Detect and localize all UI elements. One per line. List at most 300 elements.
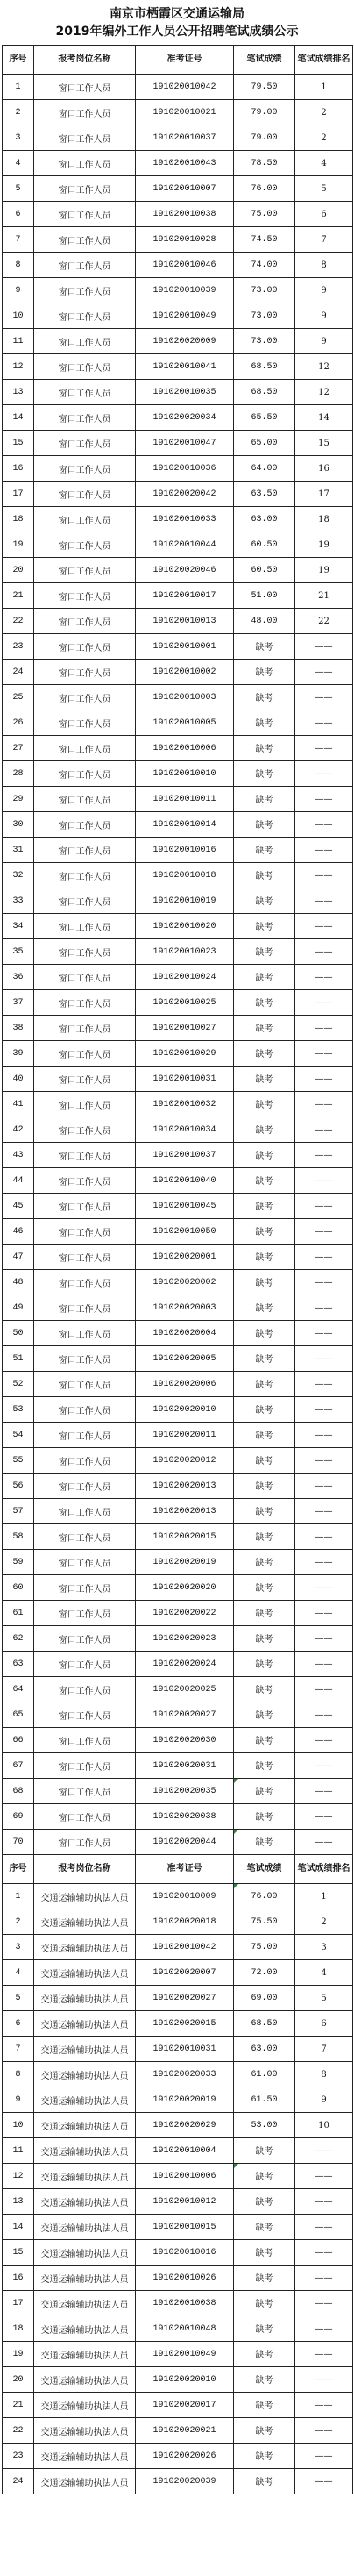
- ticket-number-cell: 191020020013: [136, 1499, 234, 1524]
- table-row: [3, 100, 353, 125]
- ticket-number-cell: 191020010028: [136, 227, 234, 253]
- position-cell: 窗口工作人员: [34, 609, 136, 634]
- position-cell: 窗口工作人员: [34, 227, 136, 253]
- table-row: [3, 1499, 353, 1524]
- score-cell: 63.50: [234, 482, 295, 507]
- position-cell: 窗口工作人员: [34, 1575, 136, 1601]
- rank-cell: ——: [295, 1372, 353, 1397]
- ticket-number-cell: 191020010018: [136, 863, 234, 888]
- serial-cell: 4: [3, 151, 34, 176]
- ticket-number-cell: 191020010021: [136, 100, 234, 125]
- score-cell: 缺考: [234, 1575, 295, 1601]
- position-cell: 交通运输辅助执法人员: [34, 2266, 136, 2291]
- serial-cell: 2: [3, 1909, 34, 1935]
- position-cell: 窗口工作人员: [34, 329, 136, 354]
- ticket-number-cell: 191020010016: [136, 838, 234, 863]
- header-rank: 笔试成绩排名: [295, 46, 353, 75]
- score-cell: 缺考: [234, 1117, 295, 1143]
- table-header-row: [3, 46, 353, 75]
- position-cell: 窗口工作人员: [34, 1321, 136, 1346]
- score-cell: 61.50: [234, 2087, 295, 2113]
- position-cell: 交通运输辅助执法人员: [34, 2215, 136, 2240]
- serial-cell: 38: [3, 1016, 34, 1041]
- ticket-number-cell: 191020010049: [136, 2342, 234, 2367]
- ticket-number-cell: 191020010032: [136, 1092, 234, 1117]
- position-cell: 窗口工作人员: [34, 660, 136, 685]
- score-cell: 73.00: [234, 303, 295, 329]
- position-cell: 窗口工作人员: [34, 75, 136, 100]
- serial-cell: 61: [3, 1601, 34, 1626]
- rank-cell: ——: [295, 2164, 353, 2189]
- rank-cell: ——: [295, 838, 353, 863]
- position-cell: 窗口工作人员: [34, 1423, 136, 1448]
- position-cell: 窗口工作人员: [34, 710, 136, 736]
- serial-cell: 59: [3, 1550, 34, 1575]
- score-cell: 缺考: [234, 1830, 295, 1855]
- table-row: [3, 1092, 353, 1117]
- ticket-number-cell: 191020020042: [136, 482, 234, 507]
- rank-cell: ——: [295, 939, 353, 965]
- rank-cell: 9: [295, 303, 353, 329]
- serial-cell: 31: [3, 838, 34, 863]
- table-row: [3, 1117, 353, 1143]
- position-cell: 窗口工作人员: [34, 1219, 136, 1245]
- position-cell: 交通运输辅助执法人员: [34, 2164, 136, 2189]
- serial-cell: 22: [3, 2418, 34, 2444]
- ticket-number-cell: 191020020010: [136, 2367, 234, 2393]
- score-cell: 48.00: [234, 609, 295, 634]
- table-row: [3, 2444, 353, 2469]
- position-cell: 交通运输辅助执法人员: [34, 2291, 136, 2316]
- position-cell: 窗口工作人员: [34, 1245, 136, 1270]
- serial-cell: 23: [3, 634, 34, 660]
- table-row: [3, 1779, 353, 1804]
- ticket-number-cell: 191020020027: [136, 1986, 234, 2011]
- serial-cell: 6: [3, 202, 34, 227]
- rank-cell: ——: [295, 2367, 353, 2393]
- score-cell: 缺考: [234, 1550, 295, 1575]
- position-cell: 交通运输辅助执法人员: [34, 1986, 136, 2011]
- serial-cell: 12: [3, 2164, 34, 2189]
- serial-cell: 63: [3, 1652, 34, 1677]
- serial-cell: 1: [3, 1884, 34, 1909]
- score-cell: 79.00: [234, 100, 295, 125]
- score-cell: 53.00: [234, 2113, 295, 2138]
- score-cell: 65.50: [234, 405, 295, 431]
- ticket-number-cell: 191020020012: [136, 1448, 234, 1474]
- position-cell: 窗口工作人员: [34, 583, 136, 609]
- score-cell: 缺考: [234, 1245, 295, 1270]
- score-cell: 缺考: [234, 2240, 295, 2266]
- position-cell: 窗口工作人员: [34, 176, 136, 202]
- serial-cell: 28: [3, 761, 34, 787]
- score-cell: 68.50: [234, 2011, 295, 2037]
- ticket-number-cell: 191020020024: [136, 1652, 234, 1677]
- position-cell: 交通运输辅助执法人员: [34, 1960, 136, 1986]
- score-cell: 缺考: [234, 1321, 295, 1346]
- rank-cell: ——: [295, 1575, 353, 1601]
- score-cell: 75.00: [234, 202, 295, 227]
- serial-cell: 24: [3, 2469, 34, 2494]
- score-cell: 缺考: [234, 1652, 295, 1677]
- ticket-number-cell: 191020010029: [136, 1041, 234, 1067]
- ticket-number-cell: 191020010048: [136, 2316, 234, 2342]
- header-rank: 笔试成绩排名: [295, 1855, 353, 1884]
- serial-cell: 27: [3, 736, 34, 761]
- document-title: 南京市栖霞区交通运输局: [110, 7, 244, 21]
- table-row: [3, 2215, 353, 2240]
- score-cell: 63.00: [234, 2037, 295, 2062]
- serial-cell: 2: [3, 100, 34, 125]
- ticket-number-cell: 191020010040: [136, 1168, 234, 1194]
- score-cell: 缺考: [234, 939, 295, 965]
- serial-cell: 13: [3, 2189, 34, 2215]
- serial-cell: 29: [3, 787, 34, 812]
- serial-cell: 56: [3, 1474, 34, 1499]
- rank-cell: 6: [295, 2011, 353, 2037]
- position-cell: 窗口工作人员: [34, 1804, 136, 1830]
- ticket-number-cell: 191020020015: [136, 1524, 234, 1550]
- serial-cell: 55: [3, 1448, 34, 1474]
- table-row: [3, 227, 353, 253]
- table-header-row: [3, 1855, 353, 1884]
- table-row: [3, 1601, 353, 1626]
- position-cell: 窗口工作人员: [34, 863, 136, 888]
- header-position: 报考岗位名称: [34, 1855, 136, 1884]
- serial-cell: 65: [3, 1702, 34, 1728]
- table-row: [3, 939, 353, 965]
- rank-cell: 8: [295, 253, 353, 278]
- serial-cell: 13: [3, 380, 34, 405]
- ticket-number-cell: 191020020018: [136, 1909, 234, 1935]
- table-row: [3, 1041, 353, 1067]
- score-cell: 缺考: [234, 863, 295, 888]
- serial-cell: 19: [3, 2342, 34, 2367]
- rank-cell: 2: [295, 100, 353, 125]
- rank-cell: 9: [295, 2087, 353, 2113]
- header-ticket-number: 准考证号: [136, 46, 234, 75]
- serial-cell: 70: [3, 1830, 34, 1855]
- ticket-number-cell: 191020020026: [136, 2444, 234, 2469]
- serial-cell: 1: [3, 75, 34, 100]
- position-cell: 窗口工作人员: [34, 1117, 136, 1143]
- ticket-number-cell: 191020020029: [136, 2113, 234, 2138]
- rank-cell: ——: [295, 1779, 353, 1804]
- table-row: [3, 125, 353, 151]
- position-cell: 交通运输辅助执法人员: [34, 1884, 136, 1909]
- score-cell: 78.50: [234, 151, 295, 176]
- position-cell: 交通运输辅助执法人员: [34, 2087, 136, 2113]
- rank-cell: ——: [295, 1550, 353, 1575]
- position-cell: 窗口工作人员: [34, 1474, 136, 1499]
- table-row: [3, 660, 353, 685]
- rank-cell: ——: [295, 710, 353, 736]
- score-cell: 65.00: [234, 431, 295, 456]
- score-cell: 缺考: [234, 2444, 295, 2469]
- table-row: [3, 2316, 353, 2342]
- ticket-number-cell: 191020020021: [136, 2418, 234, 2444]
- serial-cell: 51: [3, 1346, 34, 1372]
- score-cell: 缺考: [234, 1168, 295, 1194]
- serial-cell: 24: [3, 660, 34, 685]
- table-row: [3, 914, 353, 939]
- position-cell: 窗口工作人员: [34, 1652, 136, 1677]
- ticket-number-cell: 191020010006: [136, 2164, 234, 2189]
- score-cell: 缺考: [234, 634, 295, 660]
- serial-cell: 58: [3, 1524, 34, 1550]
- table-row: [3, 2291, 353, 2316]
- score-cell: 60.50: [234, 532, 295, 558]
- rank-cell: 1: [295, 75, 353, 100]
- ticket-number-cell: 191020020025: [136, 1677, 234, 1702]
- rank-cell: ——: [295, 2215, 353, 2240]
- score-cell: 缺考: [234, 1474, 295, 1499]
- rank-cell: 15: [295, 431, 353, 456]
- rank-cell: 19: [295, 558, 353, 583]
- position-cell: 窗口工作人员: [34, 456, 136, 482]
- ticket-number-cell: 191020010035: [136, 380, 234, 405]
- position-cell: 窗口工作人员: [34, 736, 136, 761]
- score-cell: 缺考: [234, 710, 295, 736]
- ticket-number-cell: 191020010042: [136, 1935, 234, 1960]
- position-cell: 交通运输辅助执法人员: [34, 2062, 136, 2087]
- header-serial: 序号: [3, 46, 34, 75]
- serial-cell: 16: [3, 456, 34, 482]
- rank-cell: 9: [295, 278, 353, 303]
- serial-cell: 57: [3, 1499, 34, 1524]
- ticket-number-cell: 191020020017: [136, 2393, 234, 2418]
- position-cell: 窗口工作人员: [34, 1779, 136, 1804]
- score-cell: 75.00: [234, 1935, 295, 1960]
- ticket-number-cell: 191020010033: [136, 507, 234, 532]
- position-cell: 窗口工作人员: [34, 1372, 136, 1397]
- position-cell: 窗口工作人员: [34, 1830, 136, 1855]
- rank-cell: ——: [295, 1092, 353, 1117]
- score-cell: 缺考: [234, 1728, 295, 1753]
- rank-cell: ——: [295, 1524, 353, 1550]
- position-cell: 窗口工作人员: [34, 1626, 136, 1652]
- table-row: [3, 1702, 353, 1728]
- rank-cell: ——: [295, 1270, 353, 1295]
- ticket-number-cell: 191020010027: [136, 1016, 234, 1041]
- rank-cell: 4: [295, 151, 353, 176]
- rank-cell: ——: [295, 1728, 353, 1753]
- header-serial: 序号: [3, 1855, 34, 1884]
- position-cell: 窗口工作人员: [34, 125, 136, 151]
- rank-cell: ——: [295, 1117, 353, 1143]
- serial-cell: 44: [3, 1168, 34, 1194]
- rank-cell: 2: [295, 1909, 353, 1935]
- table-row: [3, 176, 353, 202]
- ticket-number-cell: 191020010038: [136, 202, 234, 227]
- rank-cell: ——: [295, 685, 353, 710]
- serial-cell: 49: [3, 1295, 34, 1321]
- rank-cell: ——: [295, 812, 353, 838]
- rank-cell: ——: [295, 1067, 353, 1092]
- rank-cell: ——: [295, 2240, 353, 2266]
- serial-cell: 43: [3, 1143, 34, 1168]
- rank-cell: 12: [295, 380, 353, 405]
- table-row: [3, 1575, 353, 1601]
- table-row: [3, 1909, 353, 1935]
- rank-cell: ——: [295, 2316, 353, 2342]
- table-row: [3, 1321, 353, 1346]
- score-cell: 51.00: [234, 583, 295, 609]
- rank-cell: ——: [295, 1804, 353, 1830]
- ticket-number-cell: 191020010011: [136, 787, 234, 812]
- table-row: [3, 405, 353, 431]
- ticket-number-cell: 191020010038: [136, 2291, 234, 2316]
- ticket-number-cell: 191020010003: [136, 685, 234, 710]
- serial-cell: 17: [3, 482, 34, 507]
- serial-cell: 33: [3, 888, 34, 914]
- table-row: [3, 761, 353, 787]
- rank-cell: ——: [295, 1143, 353, 1168]
- ticket-number-cell: 191020010013: [136, 609, 234, 634]
- ticket-number-cell: 191020010034: [136, 1117, 234, 1143]
- serial-cell: 9: [3, 278, 34, 303]
- score-cell: 缺考: [234, 990, 295, 1016]
- position-cell: 窗口工作人员: [34, 1346, 136, 1372]
- score-cell: 缺考: [234, 1194, 295, 1219]
- rank-cell: 5: [295, 176, 353, 202]
- serial-cell: 26: [3, 710, 34, 736]
- position-cell: 窗口工作人员: [34, 1143, 136, 1168]
- position-cell: 交通运输辅助执法人员: [34, 2138, 136, 2164]
- ticket-number-cell: 191020010031: [136, 2037, 234, 2062]
- serial-cell: 37: [3, 990, 34, 1016]
- rank-cell: ——: [295, 2418, 353, 2444]
- position-cell: 交通运输辅助执法人员: [34, 2444, 136, 2469]
- table-row: [3, 1346, 353, 1372]
- rank-cell: 1: [295, 1884, 353, 1909]
- table-row: [3, 609, 353, 634]
- ticket-number-cell: 191020020007: [136, 1960, 234, 1986]
- table-row: [3, 1245, 353, 1270]
- serial-cell: 19: [3, 532, 34, 558]
- ticket-number-cell: 191020010002: [136, 660, 234, 685]
- table-row: [3, 278, 353, 303]
- table-row: [3, 990, 353, 1016]
- rank-cell: ——: [295, 1474, 353, 1499]
- ticket-number-cell: 191020010037: [136, 1143, 234, 1168]
- score-cell: 79.50: [234, 75, 295, 100]
- position-cell: 窗口工作人员: [34, 838, 136, 863]
- table-row: [3, 2087, 353, 2113]
- table-row: [3, 431, 353, 456]
- position-cell: 窗口工作人员: [34, 990, 136, 1016]
- serial-cell: 40: [3, 1067, 34, 1092]
- score-cell: 73.00: [234, 278, 295, 303]
- header-position: 报考岗位名称: [34, 46, 136, 75]
- serial-cell: 21: [3, 583, 34, 609]
- position-cell: 窗口工作人员: [34, 1499, 136, 1524]
- table-row: [3, 583, 353, 609]
- score-cell: 缺考: [234, 761, 295, 787]
- table-row: [3, 1397, 353, 1423]
- serial-cell: 54: [3, 1423, 34, 1448]
- table-row: [3, 380, 353, 405]
- rank-cell: ——: [295, 1601, 353, 1626]
- table-row: [3, 1295, 353, 1321]
- position-cell: 窗口工作人员: [34, 1295, 136, 1321]
- table-row: [3, 787, 353, 812]
- rank-cell: 18: [295, 507, 353, 532]
- position-cell: 窗口工作人员: [34, 1397, 136, 1423]
- serial-cell: 8: [3, 253, 34, 278]
- table-row: [3, 2037, 353, 2062]
- table-row: [3, 1804, 353, 1830]
- table-row: [3, 685, 353, 710]
- ticket-number-cell: 191020010017: [136, 583, 234, 609]
- score-cell: 缺考: [234, 2266, 295, 2291]
- position-cell: 窗口工作人员: [34, 939, 136, 965]
- position-cell: 窗口工作人员: [34, 1702, 136, 1728]
- ticket-number-cell: 191020010010: [136, 761, 234, 787]
- rank-cell: 19: [295, 532, 353, 558]
- serial-cell: 42: [3, 1117, 34, 1143]
- ticket-number-cell: 191020020019: [136, 2087, 234, 2113]
- ticket-number-cell: 191020010046: [136, 253, 234, 278]
- ticket-number-cell: 191020010042: [136, 75, 234, 100]
- serial-cell: 11: [3, 329, 34, 354]
- serial-cell: 25: [3, 685, 34, 710]
- rank-cell: 7: [295, 2037, 353, 2062]
- rank-cell: 4: [295, 1960, 353, 1986]
- score-cell: 缺考: [234, 1041, 295, 1067]
- serial-cell: 52: [3, 1372, 34, 1397]
- score-cell: 缺考: [234, 1524, 295, 1550]
- table-row: [3, 1652, 353, 1677]
- position-cell: 窗口工作人员: [34, 1728, 136, 1753]
- score-cell: 缺考: [234, 1219, 295, 1245]
- score-cell: 缺考: [234, 2164, 295, 2189]
- table-row: [3, 2164, 353, 2189]
- ticket-number-cell: 191020020022: [136, 1601, 234, 1626]
- serial-cell: 10: [3, 303, 34, 329]
- position-cell: 窗口工作人员: [34, 812, 136, 838]
- table-row: [3, 1524, 353, 1550]
- serial-cell: 45: [3, 1194, 34, 1219]
- ticket-number-cell: 191020020009: [136, 329, 234, 354]
- table-row: [3, 329, 353, 354]
- table-row: [3, 1626, 353, 1652]
- serial-cell: 34: [3, 914, 34, 939]
- ticket-number-cell: 191020010012: [136, 2189, 234, 2215]
- table-row: [3, 253, 353, 278]
- ticket-number-cell: 191020010019: [136, 888, 234, 914]
- rank-cell: 5: [295, 1986, 353, 2011]
- score-cell: 缺考: [234, 1016, 295, 1041]
- score-cell: 缺考: [234, 1804, 295, 1830]
- position-cell: 交通运输辅助执法人员: [34, 2011, 136, 2037]
- rank-cell: 10: [295, 2113, 353, 2138]
- score-cell: 缺考: [234, 1346, 295, 1372]
- ticket-number-cell: 191020010031: [136, 1067, 234, 1092]
- table-row: [3, 532, 353, 558]
- rank-cell: 7: [295, 227, 353, 253]
- serial-cell: 5: [3, 176, 34, 202]
- score-cell: 68.50: [234, 380, 295, 405]
- position-cell: 窗口工作人员: [34, 914, 136, 939]
- table-row: [3, 2418, 353, 2444]
- serial-cell: 30: [3, 812, 34, 838]
- ticket-number-cell: 191020020039: [136, 2469, 234, 2494]
- serial-cell: 41: [3, 1092, 34, 1117]
- position-cell: 窗口工作人员: [34, 685, 136, 710]
- serial-cell: 39: [3, 1041, 34, 1067]
- ticket-number-cell: 191020020005: [136, 1346, 234, 1372]
